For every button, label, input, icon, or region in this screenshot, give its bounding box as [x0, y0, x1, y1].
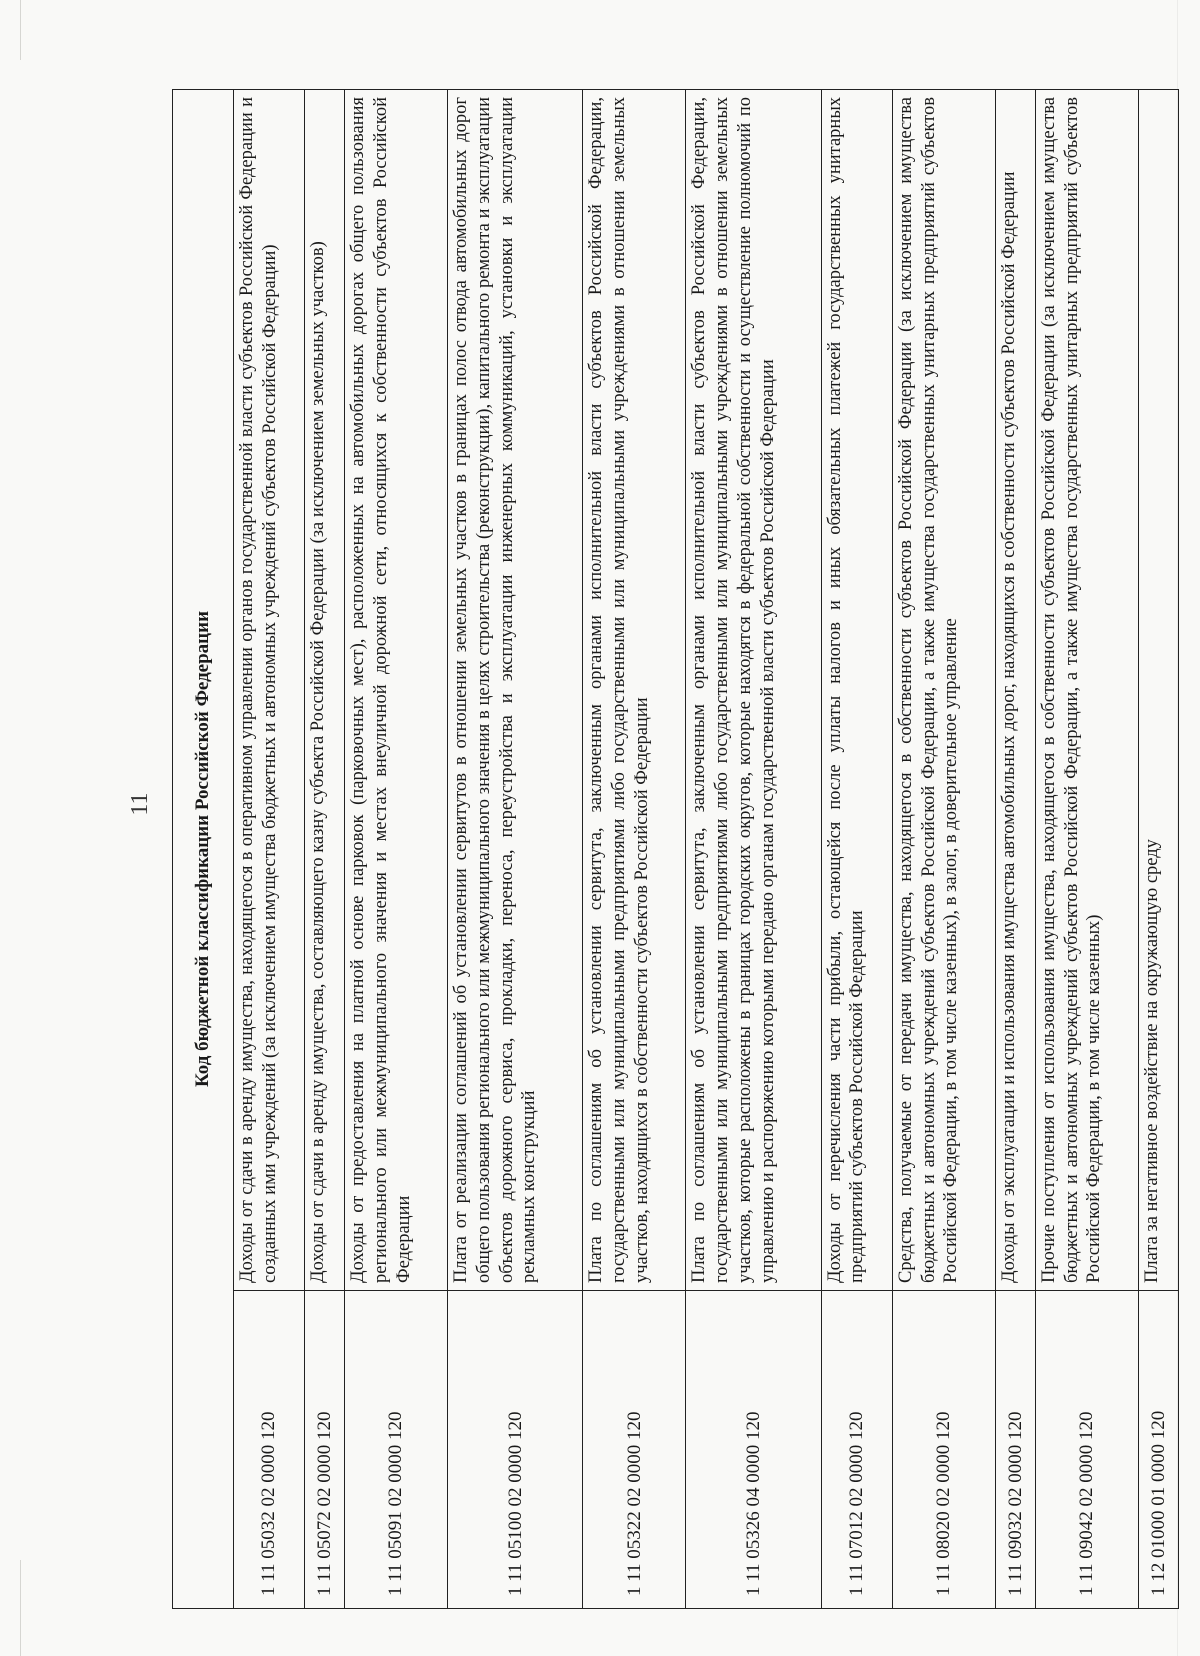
rotated-page: [40, 49, 1170, 1609]
row-code: 1 11 05326 04 0000 120: [686, 1291, 821, 1609]
row-description: Прочие поступления от использования имущества, находящегося в собственности субъектов Российской Федерации (за исключением имущества бюджетных и автономных учреждений субъектов Российской Федерации, а также имущества государственных унитарных предприятий субъектов Российской Федерации, в том числе казенных): [1035, 90, 1138, 1291]
table-header: Код бюджетной классификации Российской Федерации: [173, 90, 234, 1609]
row-code: 1 11 05091 02 0000 120: [345, 1291, 448, 1609]
row-code: 1 11 05032 02 0000 120: [234, 1291, 305, 1609]
row-code: 1 11 05322 02 0000 120: [583, 1291, 686, 1609]
table-row: [305, 90, 345, 1609]
row-description: Доходы от эксплуатации и использования имущества автомобильных дорог, находящихся в собственности субъектов Российской Федерации: [995, 90, 1035, 1291]
row-code: 1 11 09042 02 0000 120: [1035, 1291, 1138, 1609]
row-description: Плата по соглашениям об установлении сервитута, заключенным органами исполнительной власти субъектов Российской Федерации, государственными или муниципальными предприятиями либо государственными или муниципальными учреждениями в отношении земельных участков, которые расположены в границах городских округов, которые находятся в федеральной собственности и осуществление полномочий по управлению и распоряжению которыми передано органам государственной власти субъектов Российской Федерации: [686, 90, 821, 1291]
table-row: [1035, 90, 1138, 1609]
table-row: [583, 90, 686, 1609]
row-description: Доходы от сдачи в аренду имущества, находящегося в оперативном управлении органов государственной власти субъектов Российской Федерации и созданных ими учреждений (за исключением имущества бюджетных и автономных учреждений субъектов Российской Федерации): [234, 90, 305, 1291]
row-code: 1 11 05100 02 0000 120: [448, 1291, 583, 1609]
table-header-row: [173, 90, 234, 1609]
scan-mark: [20, 0, 21, 60]
row-code: 1 11 07012 02 0000 120: [821, 1291, 892, 1609]
table-row: [995, 90, 1035, 1609]
page-number: 11: [127, 792, 153, 816]
table-row: [1138, 90, 1178, 1609]
table-row: [821, 90, 892, 1609]
row-code: 1 11 05072 02 0000 120: [305, 1291, 345, 1609]
budget-classification-table: [172, 89, 1179, 1609]
row-code: 1 11 09032 02 0000 120: [995, 1291, 1035, 1609]
row-description: Средства, получаемые от передачи имущества, находящегося в собственности субъектов Российской Федерации (за исключением имущества бюджетных и автономных учреждений субъектов Российской Федерации, а также имущества государственных унитарных предприятий субъектов Российской Федерации, в том числе казенных), в залог, в доверительное управление: [892, 90, 995, 1291]
row-description: Плата за негативное воздействие на окружающую среду: [1138, 90, 1178, 1291]
table-row: [345, 90, 448, 1609]
table-row: [892, 90, 995, 1609]
row-code: 1 11 08020 02 0000 120: [892, 1291, 995, 1609]
row-description: Доходы от предоставления на платной основе парковок (парковочных мест), расположенных на автомобильных дорогах общего пользования регионального или межмуниципального значения и местах внеуличной дорожной сети, относящихся к собственности субъектов Российской Федерации: [345, 90, 448, 1291]
table-row: [686, 90, 821, 1609]
row-code: 1 12 01000 01 0000 120: [1138, 1291, 1178, 1609]
row-description: Доходы от сдачи в аренду имущества, составляющего казну субъекта Российской Федерации (за исключением земельных участков): [305, 90, 345, 1291]
row-description: Плата от реализации соглашений об установлении сервитутов в отношении земельных участков в границах полос отвода автомобильных дорог общего пользования регионального или межмуниципального значения в целях строительства (реконструкции), капитального ремонта и эксплуатации объектов дорожного сервиса, прокладки, переноса, переустройства и эксплуатации инженерных коммуникаций, установки и эксплуатации рекламных конструкций: [448, 90, 583, 1291]
scan-mark: [20, 1560, 21, 1656]
table-row: [234, 90, 305, 1609]
table-row: [448, 90, 583, 1609]
row-description: Доходы от перечисления части прибыли, остающейся после уплаты налогов и иных обязательных платежей государственных унитарных предприятий субъектов Российской Федерации: [821, 90, 892, 1291]
row-description: Плата по соглашениям об установлении сервитута, заключенным органами исполнительной власти субъектов Российской Федерации, государственными или муниципальными предприятиями либо государственными или муниципальными учреждениями в отношении земельных участков, находящихся в собственности субъектов Российской Федерации: [583, 90, 686, 1291]
